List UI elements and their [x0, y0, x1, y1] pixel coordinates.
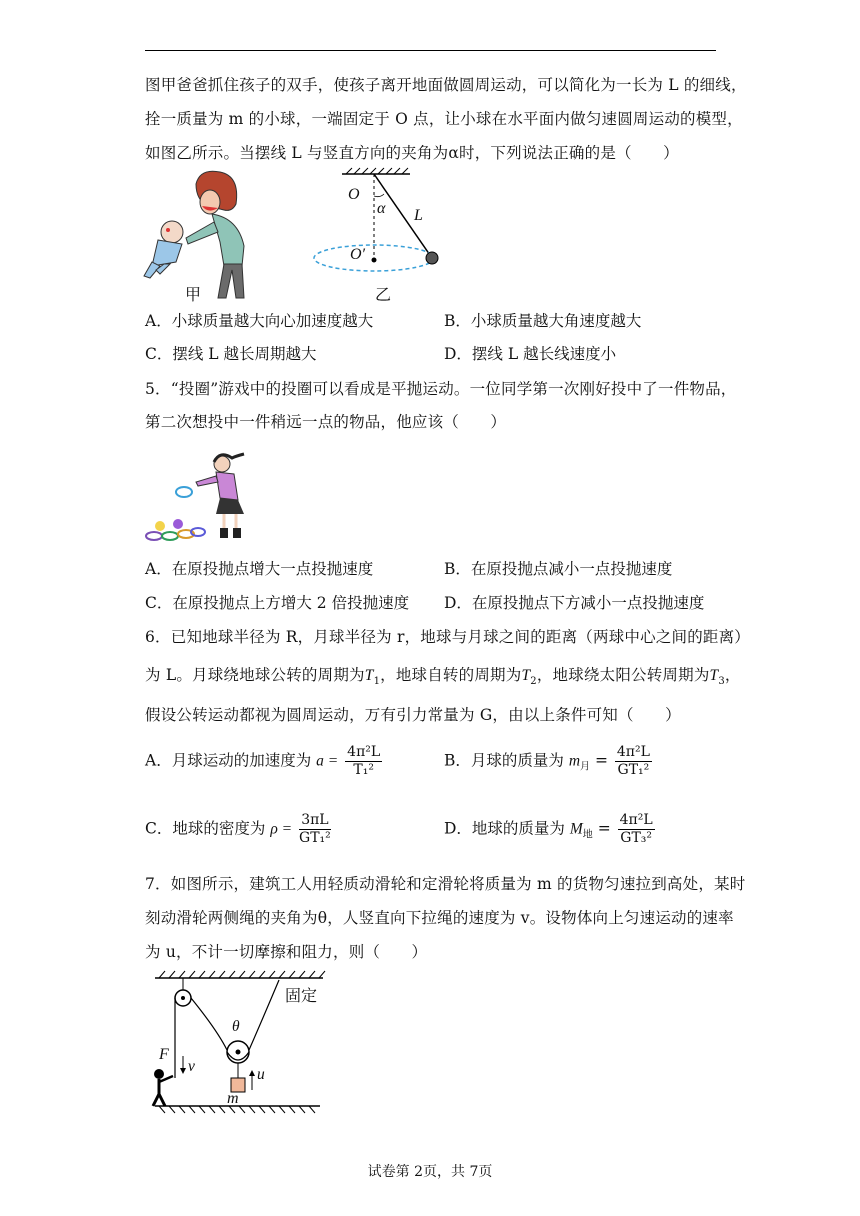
figure-pulley-theta-label: θ: [232, 1018, 240, 1035]
q6-option-a-fraction: $\frac{\text{4π²L}}{\text{T₁²}}$: [347, 744, 381, 778]
q7-line-1: 7．如图所示，建筑工人用轻质动滑轮和定滑轮将质量为 m 的货物匀速拉到高处，某时: [145, 875, 746, 893]
q6-line-2d: ，: [724, 666, 741, 684]
figure-yi-alpha-label: α: [377, 200, 386, 217]
q6-line-2b: ，地球自转的周期为: [380, 666, 522, 684]
figure-jia-label: 甲: [185, 285, 202, 304]
q5-option-c: C．在原投抛点上方增大 2 倍投抛速度: [145, 594, 410, 612]
q6-option-a: [145, 744, 384, 779]
q6-option-d-text: D．地球的质量为: [444, 819, 565, 838]
q6-option-c-text: C．地球的密度为: [145, 819, 266, 838]
figure-pulley-m-label: m: [227, 1090, 239, 1107]
figure-yi-O-prime-label: O′: [350, 246, 366, 263]
figure-pulley-fixed-label: 固定: [285, 986, 318, 1005]
q5-line-2: 第二次想投中一件稍远一点的物品，他应该（ ）: [145, 413, 507, 431]
q4-line-3: 如图乙所示。当摆线 L 与竖直方向的夹角为α时，下列说法正确的是（ ）: [145, 144, 679, 162]
q6-option-b-fraction: $\frac{\text{4π²L}}{\text{GT₁²}}$: [616, 744, 650, 778]
q6-line-2: 为 L。月球绕地球公转的周期为$T_1$，地球自转的周期为$T_2$，地球绕太阳公转周期为$T_3$，: [145, 666, 741, 688]
q6-option-d-fraction: $\frac{\text{4π²L}}{\text{GT₃²}}$: [619, 812, 653, 846]
q6-option-b-text: B．月球的质量为: [444, 751, 564, 770]
figure-ring-toss: [140, 440, 255, 545]
q7-line-2: 刻动滑轮两侧绳的夹角为θ，人竖直向下拉绳的速度为 v。设物体向上匀速运动的速率: [145, 909, 734, 927]
header-rule: [145, 50, 716, 51]
q5-option-d: D．在原投抛点下方减小一点投抛速度: [444, 594, 705, 612]
q5-option-b: B．在原投抛点减小一点投抛速度: [444, 560, 673, 578]
q4-option-d: D．摆线 L 越长线速度小: [444, 345, 617, 363]
q4-line-1: 图甲爸爸抓住孩子的双手，使孩子离开地面做圆周运动，可以简化为一长为 L 的细线，: [145, 76, 747, 94]
q4-option-c: C．摆线 L 越长周期越大: [145, 345, 317, 363]
q5-option-a: A．在原投抛点增大一点投抛速度: [145, 560, 374, 578]
q6-line-2a: 为 L。月球绕地球公转的周期为: [145, 666, 365, 684]
q4-option-a: A．小球质量越大向心加速度越大: [145, 312, 374, 330]
q6-option-a-text: A．月球运动的加速度为: [145, 751, 312, 770]
q6-line-3: 假设公转运动都视为圆周运动，万有引力常量为 G，由以上条件可知（ ）: [145, 706, 681, 724]
figure-yi-label: 乙: [375, 285, 392, 304]
figure-pulley-v-label: v: [188, 1058, 195, 1075]
figure-pulley-u-label: u: [257, 1066, 265, 1083]
q6-option-c: C．地球的密度为 ρ = $\frac{3\pi L}{\text{GT₁²}}$: [145, 812, 331, 846]
q6-option-c-fraction: $\frac{3\pi L}{\text{GT₁²}}$: [299, 812, 331, 846]
figure-yi-O-label: O: [348, 186, 360, 203]
page-footer: 试卷第 2页，共 7页: [367, 1164, 493, 1180]
q6-line-2c: ，地球绕太阳公转周期为: [536, 666, 710, 684]
figure-pulley-F-label: F: [159, 1046, 169, 1063]
q6-option-b: B．月球的质量为 $m_月$ = $\frac{\text{4π²L}}{\text{GT₁²}}$: [444, 744, 650, 778]
q7-line-3: 为 u，不计一切摩擦和阻力，则（ ）: [145, 943, 428, 961]
q6-option-d: D．地球的质量为 $M_地$ = $\frac{\text{4π²L}}{\text{GT₃²}}$: [444, 812, 653, 846]
q6-line-1: 6．已知地球半径为 R，月球半径为 r，地球与月球之间的距离（两球中心之间的距离）: [145, 628, 750, 646]
figure-yi-L-label: L: [414, 207, 423, 224]
q4-line-2: 拴一质量为 m 的小球，一端固定于 O 点，让小球在水平面内做匀速圆周运动的模型，: [145, 110, 743, 128]
q6-option-a-lhs: a =: [316, 752, 339, 770]
q4-option-b: B．小球质量越大角速度越大: [444, 312, 642, 330]
q5-line-1: 5．“投圈”游戏中的投圈可以看成是平抛运动。一位同学第一次刚好投中了一件物品，: [145, 380, 737, 398]
